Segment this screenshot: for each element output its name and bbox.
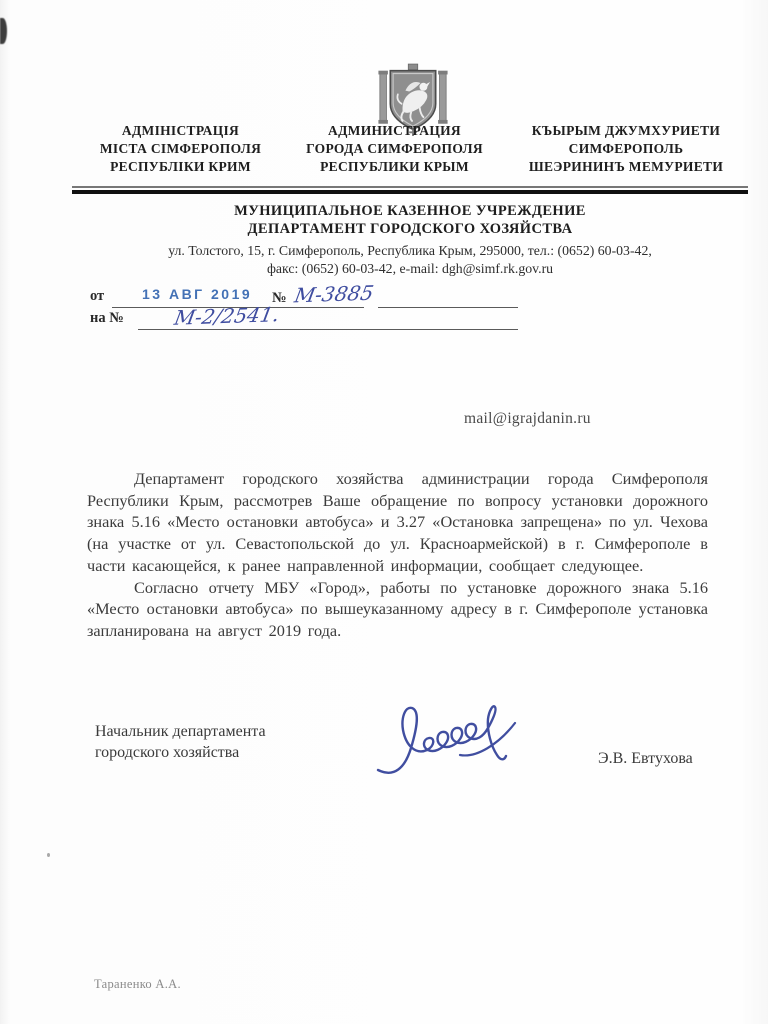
letterhead-crimean-tatar-line: КЪЫРЫМ ДЖУМХУРИЕТИ [531, 123, 721, 138]
organization-name-line1: МУНИЦИПАЛЬНОЕ КАЗЕННОЕ УЧРЕЖДЕНИЕ [234, 203, 586, 219]
from-label: от [90, 288, 105, 304]
signer-position [95, 721, 266, 763]
body-paragraph-1: Департамент городского хозяйства администрации города Симферополя Республики Крым, рассмотрев Ваше обращение по вопросу установки дорожного знака 5.16 «Место остановки автобуса» и 3.27 «Остановка запрещена» по ул. Чехова (на участке от ул. Севастопольской до ул. Красноармейской) в г. Симферополе в части касающейся, к ранее направленной информации, сообщает следующее. [87, 469, 708, 575]
reply-underline [138, 329, 518, 330]
reply-label: на № [90, 310, 124, 326]
letter-body [87, 468, 708, 642]
organization-address-line2: факс: (0652) 60-03-42, e-mail: dgh@simf.rk.gov.ru [266, 260, 554, 276]
executor-name: Тараненко А.А. [94, 977, 181, 991]
letterhead-russian-line: АДМИНИСТРАЦИЯ [328, 123, 461, 138]
date-stamp: 13 АВГ 2019 [142, 286, 253, 302]
letterhead-ukrainian-line: МІСТА СІМФЕРОПОЛЯ [99, 141, 262, 156]
letterhead-russian [287, 122, 502, 176]
signer-position-line1: Начальник департамента [95, 723, 266, 740]
letterhead-ukrainian-line: АДМІНІСТРАЦІЯ [121, 123, 240, 138]
signer-position-line2: городского хозяйства [95, 744, 240, 761]
letterhead-crimean-tatar [506, 122, 746, 176]
recipient-email: mail@igrajdanin.ru [464, 410, 591, 427]
handwritten-signature [372, 698, 532, 783]
body-paragraph-2: Согласно отчету МБУ «Город», работы по установке дорожного знака 5.16 «Место остановки автобуса» по вышеуказанному адресу в г. Симферополе установка запланирована на август 2019 года. [87, 577, 708, 640]
letterhead-russian-line: ГОРОДА СИМФЕРОПОЛЯ [306, 141, 483, 156]
scan-artifact-speck [47, 853, 50, 857]
reference-block [90, 280, 435, 332]
letterhead-ukrainian-line: РЕСПУБЛІКИ КРИМ [110, 159, 251, 174]
letterhead-crimean-tatar-line: ШЕЭРИНИНЪ МЕМУРИЕТИ [528, 159, 724, 174]
divider-thin-line [72, 186, 748, 188]
letterhead-crimean-tatar-line: СИМФЕРОПОЛЬ [568, 141, 684, 156]
scan-artifact-blob [0, 18, 7, 44]
letterhead-columns [78, 122, 746, 176]
number-label: № [272, 290, 287, 306]
incoming-number-handwritten: М-2/2541. [172, 302, 282, 330]
number-underline [378, 307, 518, 308]
organization-name-line2: ДЕПАРТАМЕНТ ГОРОДСКОГО ХОЗЯЙСТВА [247, 221, 573, 237]
organization-block [84, 202, 736, 277]
divider-thick-line [72, 190, 748, 194]
letterhead-divider [72, 186, 748, 194]
reference-row-incoming [90, 302, 435, 332]
organization-address-line1: ул. Толстого, 15, г. Симферополь, Республика Крым, 295000, тел.: (0652) 60-03-42, [168, 243, 652, 258]
letterhead-ukrainian [78, 122, 283, 176]
signer-name: Э.В. Евтухова [598, 750, 693, 767]
letterhead-russian-line: РЕСПУБЛИКИ КРЫМ [320, 159, 469, 174]
outgoing-number-handwritten: М-3885 [292, 280, 376, 308]
